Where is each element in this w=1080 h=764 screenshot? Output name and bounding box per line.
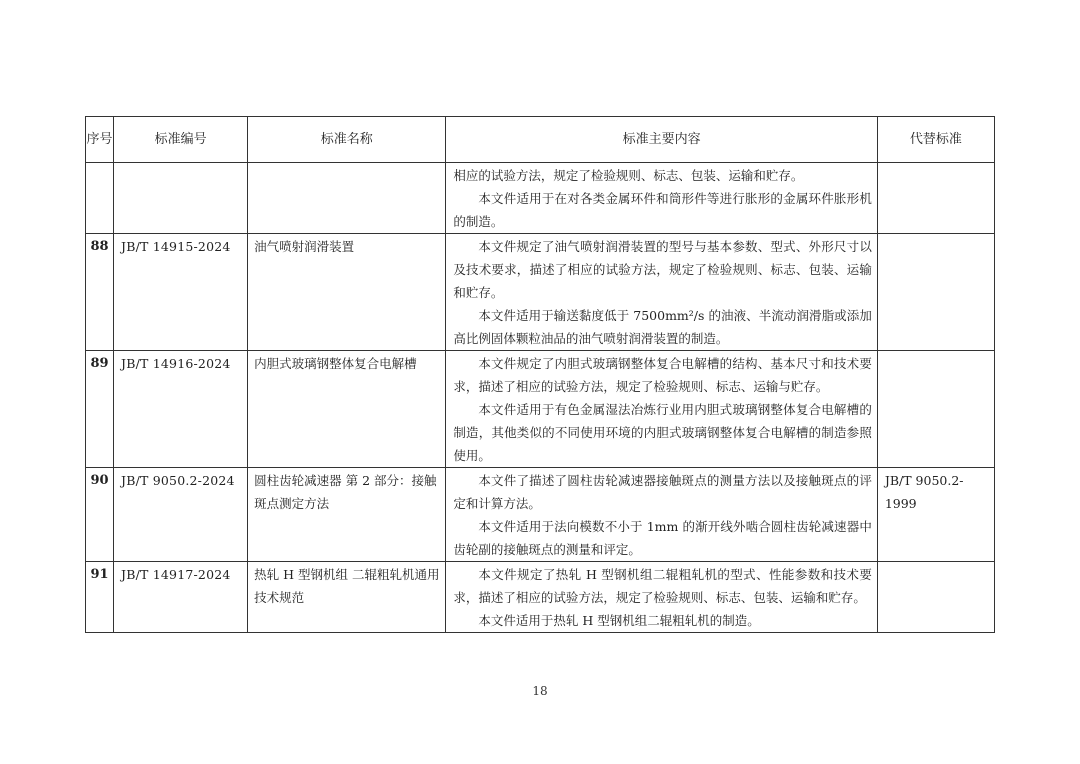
table-row	[86, 562, 995, 633]
content-paragraph: 本文件适用于法向模数不小于 1mm 的渐开线外啮合圆柱齿轮减速器中齿轮副的接触斑点的测量和评定。	[453, 519, 872, 557]
table-header-row	[86, 117, 995, 163]
serial-number-cell: 90	[86, 468, 114, 562]
replaced-standard-cell	[877, 351, 994, 468]
content-paragraph: 本文件适用于输送黏度低于 7500mm²/s 的油液、半流动润滑脂或添加高比例固体颗粒油品的油气喷射润滑装置的制造。	[453, 308, 872, 346]
replaced-standard-cell	[877, 562, 994, 633]
content-paragraph: 本文件适用于有色金属湿法冶炼行业用内胆式玻璃钢整体复合电解槽的制造，其他类似的不同使用环境的内胆式玻璃钢整体复合电解槽的制造参照使用。	[453, 402, 872, 463]
page-number: 18	[532, 684, 548, 698]
content-paragraph: 本文件规定了油气喷射润滑装置的型号与基本参数、型式、外形尺寸以及技术要求，描述了相应的试验方法，规定了检验规则、标志、包装、运输和贮存。	[453, 239, 872, 300]
table-row	[86, 351, 995, 468]
content-paragraph: 相应的试验方法，规定了检验规则、标志、包装、运输和贮存。	[453, 168, 804, 183]
header-main-content: 标准主要内容	[446, 117, 877, 163]
standard-name-cell: 油气喷射润滑装置	[248, 234, 446, 351]
main-content-cell	[446, 234, 877, 351]
main-content-cell	[446, 562, 877, 633]
standard-code-cell: JB/T 14915-2024	[114, 234, 248, 351]
header-serial-number: 序号	[86, 117, 114, 163]
replaced-standard-cell	[877, 234, 994, 351]
header-standard-code: 标准编号	[114, 117, 248, 163]
serial-number-cell: 88	[86, 234, 114, 351]
main-content-cell	[446, 468, 877, 562]
content-paragraph: 本文件规定了内胆式玻璃钢整体复合电解槽的结构、基本尺寸和技术要求，描述了相应的试验方法，规定了检验规则、标志、运输与贮存。	[453, 356, 872, 394]
table-row	[86, 468, 995, 562]
standard-code-cell	[114, 163, 248, 234]
header-standard-name: 标准名称	[248, 117, 446, 163]
standard-name-cell	[248, 163, 446, 234]
main-content-cell	[446, 351, 877, 468]
table-body	[86, 163, 995, 633]
table-row	[86, 234, 995, 351]
table-row	[86, 163, 995, 234]
serial-number-cell: 91	[86, 562, 114, 633]
standard-code-cell: JB/T 14917-2024	[114, 562, 248, 633]
replaced-standard-cell	[877, 163, 994, 234]
content-paragraph: 本文件适用于在对各类金属环件和筒形件等进行胀形的金属环件胀形机的制造。	[453, 191, 872, 229]
replaced-standard-cell: JB/T 9050.2-1999	[877, 468, 994, 562]
serial-number-cell	[86, 163, 114, 234]
standard-code-cell: JB/T 14916-2024	[114, 351, 248, 468]
standards-table	[85, 116, 995, 633]
standard-name-cell: 热轧 H 型钢机组 二辊粗轧机通用技术规范	[248, 562, 446, 633]
content-paragraph: 本文件规定了热轧 H 型钢机组二辊粗轧机的型式、性能参数和技术要求，描述了相应的试验方法，规定了检验规则、标志、包装、运输和贮存。	[453, 567, 872, 605]
standard-code-cell: JB/T 9050.2-2024	[114, 468, 248, 562]
header-replaced-standard: 代替标准	[877, 117, 994, 163]
content-paragraph: 本文件适用于热轧 H 型钢机组二辊粗轧机的制造。	[478, 613, 760, 628]
content-paragraph: 本文件了描述了圆柱齿轮减速器接触斑点的测量方法以及接触斑点的评定和计算方法。	[453, 473, 872, 511]
main-content-cell	[446, 163, 877, 234]
standard-name-cell: 内胆式玻璃钢整体复合电解槽	[248, 351, 446, 468]
standard-name-cell: 圆柱齿轮减速器 第 2 部分：接触斑点测定方法	[248, 468, 446, 562]
serial-number-cell: 89	[86, 351, 114, 468]
